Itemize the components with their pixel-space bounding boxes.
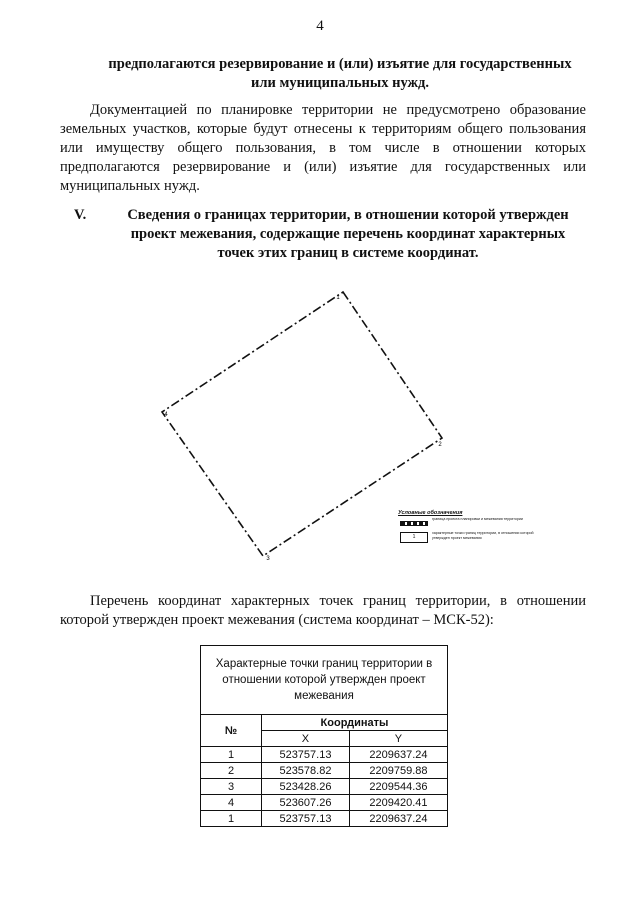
diagram-legend (398, 510, 538, 552)
paragraph-1-text: Документацией по планировке территории не предусмотрено образование земельных участков, которые будут отнесены к территориям общего пользования или имуществу общего пользования, в том числе в отношении которых предполагаются резервирование и (или) изъятие для государственных или муниципальных нужд. (60, 102, 586, 194)
coordinates-table (200, 645, 448, 827)
cell-no: 2 (201, 763, 262, 779)
cell-x: 523757.13 (262, 747, 350, 763)
table-row (201, 763, 448, 779)
point-label-1: 1 (336, 295, 340, 301)
legend-label-2: характерные точки границ территории, в отношении которой утвержден проект межевания (432, 531, 534, 540)
section-number: V. (74, 207, 87, 223)
cell-x: 523607.26 (262, 795, 350, 811)
cell-no: 3 (201, 779, 262, 795)
cell-y: 2209759.88 (349, 763, 447, 779)
paragraph-2-text: Перечень координат характерных точек границ территории, в отношении которой утвержден проект межевания (система координат – МСК-52): (60, 593, 586, 628)
table-caption: Характерные точки границ территории в отношении которой утвержден проект межевания (201, 646, 448, 715)
section-title: Сведения о границах территории, в отношении которой утвержден проект межевания, содержащие перечень координат характерных точек этих границ в системе координат. (127, 207, 569, 261)
cell-y: 2209420.41 (349, 795, 447, 811)
cell-x: 523578.82 (262, 763, 350, 779)
cell-y: 2209544.36 (349, 779, 447, 795)
cell-no: 1 (201, 811, 262, 827)
heading-continuation: предполагаются резервирование и (или) изъятие для государственных или муниципальных нужд. (108, 56, 572, 91)
page-number: 4 (316, 18, 324, 34)
legend-symbol: 1 (412, 534, 416, 540)
cell-x: 523757.13 (262, 811, 350, 827)
point-swatch (400, 532, 428, 543)
col-header-coords: Координаты (262, 715, 448, 731)
col-header-x: X (262, 731, 350, 747)
table-row (201, 779, 448, 795)
legend-item-points (398, 530, 538, 544)
point-label-2: 2 (438, 442, 442, 448)
col-header-no: № (201, 715, 262, 747)
cell-y: 2209637.24 (349, 811, 447, 827)
paragraph-2 (60, 592, 586, 630)
point-label-3: 3 (266, 556, 270, 562)
cell-no: 1 (201, 747, 262, 763)
boundary-line-swatch (400, 521, 428, 526)
table-row (201, 795, 448, 811)
legend-item-boundary (398, 516, 538, 530)
legend-title: Условные обозначения (398, 510, 463, 516)
table-row (201, 811, 448, 827)
point-label-4: 4 (164, 412, 168, 418)
cell-no: 4 (201, 795, 262, 811)
col-header-y: Y (349, 731, 447, 747)
table-row (201, 747, 448, 763)
paragraph-1 (60, 101, 586, 196)
cell-x: 523428.26 (262, 779, 350, 795)
legend-label-1: граница проекта планировки и межевания территории (432, 517, 523, 521)
cell-y: 2209637.24 (349, 747, 447, 763)
